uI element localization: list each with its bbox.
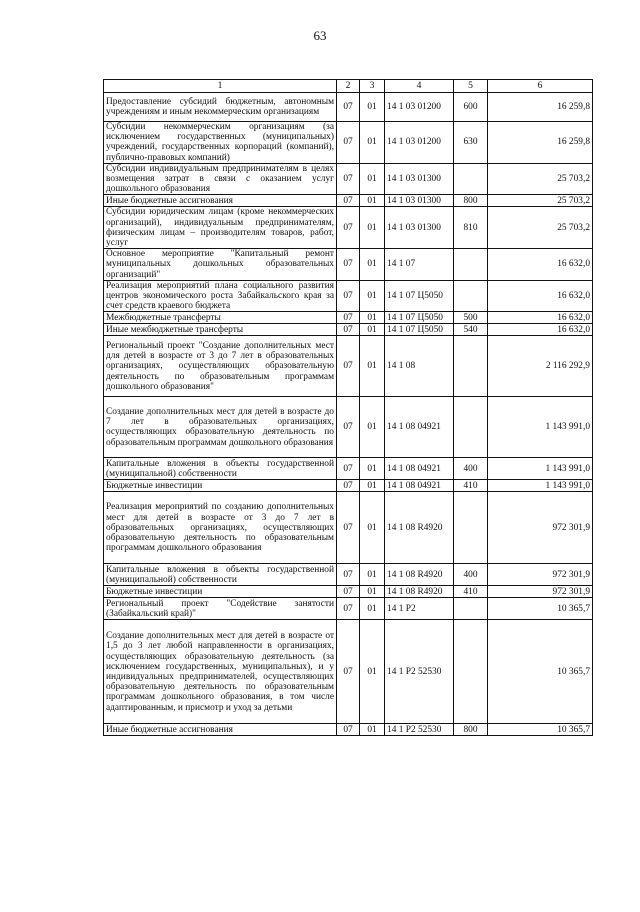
row-amount: 1 143 991,0	[488, 458, 593, 480]
row-subsection: 01	[360, 458, 385, 480]
row-expense-type: 400	[454, 564, 488, 586]
row-expense-type: 500	[454, 312, 488, 324]
row-description: Региональный проект "Создание дополнительных мест для детей в возрасте от 3 до 7 лет в образовательных организациях, осуществляющих образовательную деятельность по образовательным программам дошкольного образования"	[104, 336, 337, 397]
page-number: 63	[313, 28, 327, 43]
row-subsection: 01	[360, 280, 385, 312]
row-amount: 10 365,7	[488, 598, 593, 620]
table-row	[104, 620, 593, 724]
row-section: 07	[337, 724, 360, 736]
row-amount: 25 703,2	[488, 163, 593, 195]
row-target-code: 14 1 08	[385, 336, 454, 397]
row-amount: 16 632,0	[488, 280, 593, 312]
row-amount: 2 116 292,9	[488, 336, 593, 397]
row-description: Реализация мероприятий по созданию дополнительных мест для детей в возрасте от 3 до 7 лет в образовательных организациях, осуществляющих образовательную деятельность по образовательным программам дошкольного образования	[104, 492, 337, 564]
header-col-5: 5	[454, 80, 488, 93]
row-amount: 25 703,2	[488, 195, 593, 207]
row-target-code: 14 1 07 Ц5050	[385, 312, 454, 324]
row-expense-type: 410	[454, 586, 488, 598]
row-amount: 16 632,0	[488, 324, 593, 336]
header-col-4: 4	[385, 80, 454, 93]
row-section: 07	[337, 458, 360, 480]
row-target-code: 14 1 08 R4920	[385, 564, 454, 586]
row-target-code: 14 1 P2 52530	[385, 620, 454, 724]
row-amount: 972 301,9	[488, 492, 593, 564]
row-expense-type	[454, 280, 488, 312]
table-row	[104, 564, 593, 586]
row-amount: 16 259,8	[488, 93, 593, 122]
table-row	[104, 458, 593, 480]
row-section: 07	[337, 492, 360, 564]
row-description: Субсидии индивидуальным предпринимателям в целях возмещения затрат в связи с оказанием услуг дошкольного образования	[104, 163, 337, 195]
row-section: 07	[337, 249, 360, 281]
row-description: Предоставление субсидий бюджетным, автономным учреждениям и иным некоммерческим организациям	[104, 93, 337, 122]
row-subsection: 01	[360, 195, 385, 207]
row-target-code: 14 1 03 01300	[385, 163, 454, 195]
table-row	[104, 324, 593, 336]
row-expense-type	[454, 336, 488, 397]
row-subsection: 01	[360, 724, 385, 736]
table-header-row	[104, 80, 593, 93]
row-subsection: 01	[360, 207, 385, 249]
row-section: 07	[337, 324, 360, 336]
row-subsection: 01	[360, 397, 385, 458]
row-amount: 16 632,0	[488, 312, 593, 324]
row-amount: 16 632,0	[488, 249, 593, 281]
row-section: 07	[337, 163, 360, 195]
row-target-code: 14 1 07 Ц5050	[385, 280, 454, 312]
row-subsection: 01	[360, 163, 385, 195]
row-section: 07	[337, 397, 360, 458]
table-row	[104, 195, 593, 207]
row-subsection: 01	[360, 312, 385, 324]
table-row	[104, 492, 593, 564]
row-target-code: 14 1 08 R4920	[385, 586, 454, 598]
row-amount: 972 301,9	[488, 586, 593, 598]
row-amount: 25 703,2	[488, 207, 593, 249]
row-subsection: 01	[360, 492, 385, 564]
row-subsection: 01	[360, 598, 385, 620]
row-subsection: 01	[360, 480, 385, 492]
row-section: 07	[337, 564, 360, 586]
row-expense-type: 800	[454, 724, 488, 736]
row-amount: 1 143 991,0	[488, 480, 593, 492]
row-section: 07	[337, 620, 360, 724]
table-row	[104, 336, 593, 397]
row-target-code: 14 1 07 Ц5050	[385, 324, 454, 336]
row-description: Создание дополнительных мест для детей в возрасте от 1,5 до 3 лет любой направленности в организациях, осуществляющих образовательную деятельность (за исключением государственных, муниципальных), и у индивидуальных предпринимателей, осуществляющих образовательную деятельность по образовательным программам дошкольного образования, в том числе адаптированным, и присмотр и уход за детьми	[104, 620, 337, 724]
row-expense-type: 600	[454, 93, 488, 122]
table-row	[104, 598, 593, 620]
row-description: Капитальные вложения в объекты государственной (муниципальной) собственности	[104, 564, 337, 586]
table-row	[104, 312, 593, 324]
row-target-code: 14 1 03 01200	[385, 122, 454, 164]
row-expense-type	[454, 163, 488, 195]
row-description: Капитальные вложения в объекты государственной (муниципальной) собственности	[104, 458, 337, 480]
row-target-code: 14 1 P2 52530	[385, 724, 454, 736]
row-section: 07	[337, 93, 360, 122]
table-row	[104, 280, 593, 312]
row-subsection: 01	[360, 93, 385, 122]
row-target-code: 14 1 P2	[385, 598, 454, 620]
row-expense-type: 410	[454, 480, 488, 492]
row-description: Иные межбюджетные трансферты	[104, 324, 337, 336]
row-section: 07	[337, 312, 360, 324]
row-target-code: 14 1 03 01300	[385, 195, 454, 207]
table-row	[104, 480, 593, 492]
row-expense-type	[454, 598, 488, 620]
table-row	[104, 397, 593, 458]
table-body	[104, 93, 593, 736]
header-col-2: 2	[337, 80, 360, 93]
row-amount: 16 259,8	[488, 122, 593, 164]
row-description: Субсидии юридическим лицам (кроме некоммерческих организаций), индивидуальным предпринимателям, физическим лицам – производителям товаров, работ, услуг	[104, 207, 337, 249]
row-section: 07	[337, 586, 360, 598]
row-target-code: 14 1 03 01300	[385, 207, 454, 249]
row-subsection: 01	[360, 324, 385, 336]
row-subsection: 01	[360, 336, 385, 397]
table-row	[104, 122, 593, 164]
row-section: 07	[337, 195, 360, 207]
row-expense-type	[454, 492, 488, 564]
row-description: Иные бюджетные ассигнования	[104, 195, 337, 207]
row-description: Иные бюджетные ассигнования	[104, 724, 337, 736]
row-section: 07	[337, 336, 360, 397]
table-row	[104, 207, 593, 249]
row-subsection: 01	[360, 122, 385, 164]
row-target-code: 14 1 03 01200	[385, 93, 454, 122]
row-target-code: 14 1 08 04921	[385, 458, 454, 480]
row-amount: 1 143 991,0	[488, 397, 593, 458]
row-description: Бюджетные инвестиции	[104, 480, 337, 492]
row-expense-type	[454, 620, 488, 724]
table-row	[104, 163, 593, 195]
header-col-6: 6	[488, 80, 593, 93]
row-expense-type	[454, 249, 488, 281]
row-target-code: 14 1 07	[385, 249, 454, 281]
table-row	[104, 724, 593, 736]
row-target-code: 14 1 08 04921	[385, 397, 454, 458]
header-col-1: 1	[104, 80, 337, 93]
budget-table	[103, 79, 593, 736]
row-expense-type: 400	[454, 458, 488, 480]
row-target-code: 14 1 08 04921	[385, 480, 454, 492]
row-section: 07	[337, 480, 360, 492]
row-expense-type	[454, 397, 488, 458]
row-expense-type: 810	[454, 207, 488, 249]
row-subsection: 01	[360, 564, 385, 586]
row-amount: 10 365,7	[488, 620, 593, 724]
table-row	[104, 249, 593, 281]
row-expense-type: 800	[454, 195, 488, 207]
row-section: 07	[337, 207, 360, 249]
row-description: Создание дополнительных мест для детей в возрасте до 7 лет в образовательных организациях, осуществляющих образовательную деятельность по образовательным программам дошкольного образования	[104, 397, 337, 458]
row-description: Межбюджетные трансферты	[104, 312, 337, 324]
row-description: Бюджетные инвестиции	[104, 586, 337, 598]
row-expense-type: 630	[454, 122, 488, 164]
row-amount: 972 301,9	[488, 564, 593, 586]
header-col-3: 3	[360, 80, 385, 93]
row-subsection: 01	[360, 249, 385, 281]
row-section: 07	[337, 598, 360, 620]
row-subsection: 01	[360, 586, 385, 598]
row-section: 07	[337, 280, 360, 312]
table-row	[104, 93, 593, 122]
row-description: Региональный проект "Содействие занятости (Забайкальский край)"	[104, 598, 337, 620]
row-amount: 10 365,7	[488, 724, 593, 736]
row-description: Реализация мероприятий плана социального развития центров экономического роста Забайкальского края за счет средств краевого бюджета	[104, 280, 337, 312]
row-description: Основное мероприятие "Капитальный ремонт муниципальных дошкольных образовательных организаций"	[104, 249, 337, 281]
row-section: 07	[337, 122, 360, 164]
row-expense-type: 540	[454, 324, 488, 336]
row-subsection: 01	[360, 620, 385, 724]
table-row	[104, 586, 593, 598]
row-description: Субсидии некоммерческим организациям (за исключением государственных (муниципальных) учреждений, государственных корпораций (компаний), публично-правовых компаний)	[104, 122, 337, 164]
row-target-code: 14 1 08 R4920	[385, 492, 454, 564]
